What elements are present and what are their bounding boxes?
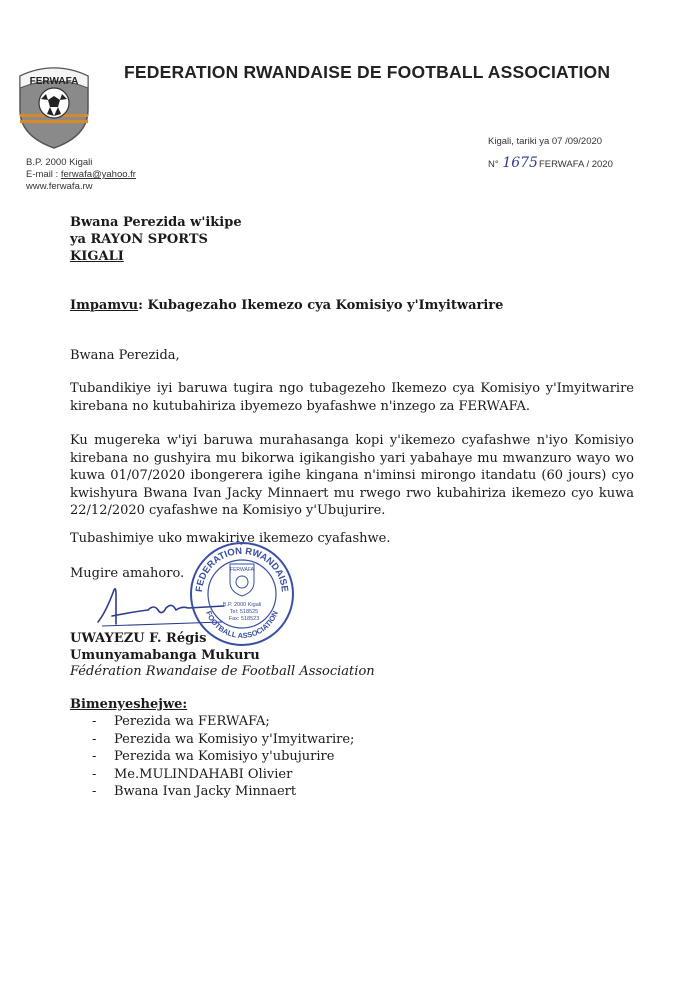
signer-role: Umunyamabanga Mukuru (70, 648, 260, 663)
ref-handwritten-number: 1675 (502, 155, 538, 171)
addressee-line2: ya RAYON SPORTS (70, 232, 208, 247)
stamp-inner-logo-text: FERWAFA (230, 567, 254, 573)
stamp-ring-text: FEDERATION RWANDAISE (193, 545, 291, 593)
body-paragraph-1: Tubandikiye iyi baruwa tugira ngo tubagezeho Ikemezo cya Komisiyo y'Imyitwarire kirebana no kutubahiriza ibyemezo byafashwe n'inzego za FERWAFA. (70, 381, 634, 414)
cc-recipient: - Perezida wa Komisiyo y'ubujurire (92, 748, 354, 766)
reference-number (488, 155, 613, 171)
cc-recipient: - Perezida wa Komisiyo y'Imyitwarire; (92, 731, 354, 749)
logo-text: FERWAFA (29, 76, 79, 87)
closing-thanks: Tubashimiye uko mwakiriye ikemezo cyafashwe. (70, 531, 391, 546)
stamp-fax: Fax: 518523 (228, 616, 260, 622)
ferwafa-logo (14, 58, 94, 152)
subject-label: Impamvu (70, 298, 139, 313)
website-link[interactable]: www.ferwafa.rw (26, 181, 93, 192)
place-date: Kigali, tariki ya 07 /09/2020 (488, 136, 603, 147)
signer-name: UWAYEZU F. Régis (70, 631, 207, 646)
stamp-po-box: B.P. 2000 Kigali (222, 602, 262, 608)
cc-list (92, 713, 354, 801)
email-link[interactable]: ferwafa@yahoo.fr (60, 169, 136, 180)
body-paragraph-2: Ku mugereka w'iyi baruwa murahasanga kopi y'ikemezo cyafashwe n'iyo Komisiyo kirebana no gushyira mu bikorwa igikangisho yari yabahaye mu mwanzuro wayo wo kuwa 01/07/2020 ibongerera igihe kingana n'iminsi mirongo itandatu (60 jours) cyo kwishyura Bwana Ivan Jacky Minnaert mu rwego rwo kubahiriza ikemezo cyo kuwa 22/12/2020 cyafashwe na Komisiyo y'Ubujurire. (70, 433, 634, 518)
signer-organization: Fédération Rwandaise de Football Association (70, 664, 375, 679)
organization-title: FEDERATION RWANDAISE DE FOOTBALL ASSOCIATION (124, 62, 611, 82)
addressee-line1: Bwana Perezida w'ikipe (70, 215, 242, 230)
addressee-block (70, 214, 242, 265)
subject-text: : Kubagezaho Ikemezo cya Komisiyo y'Imyitwarire (138, 298, 504, 313)
ref-suffix: FERWAFA / 2020 (538, 159, 613, 170)
email-line (26, 169, 136, 181)
ref-prefix: N° (488, 159, 499, 170)
cc-recipient: - Bwana Ivan Jacky Minnaert (92, 783, 354, 801)
addressee-city: KIGALI (70, 249, 124, 264)
cc-recipient: - Perezida wa FERWAFA; (92, 713, 354, 731)
subject-line (70, 298, 503, 313)
closing-greeting: Mugire amahoro. (70, 566, 185, 581)
contact-block (26, 157, 136, 193)
salutation: Bwana Perezida, (70, 348, 180, 363)
email-label: E-mail : (26, 169, 61, 180)
cc-heading: Bimenyeshejwe: (70, 697, 188, 712)
cc-recipient: - Me.MULINDAHABI Olivier (92, 766, 354, 784)
stamp-tel: Tel: 518525 (229, 609, 259, 615)
stamp-bottom-text: FOOTBALL ASSOCIATION (204, 609, 280, 641)
po-box: B.P. 2000 Kigali (26, 157, 93, 168)
